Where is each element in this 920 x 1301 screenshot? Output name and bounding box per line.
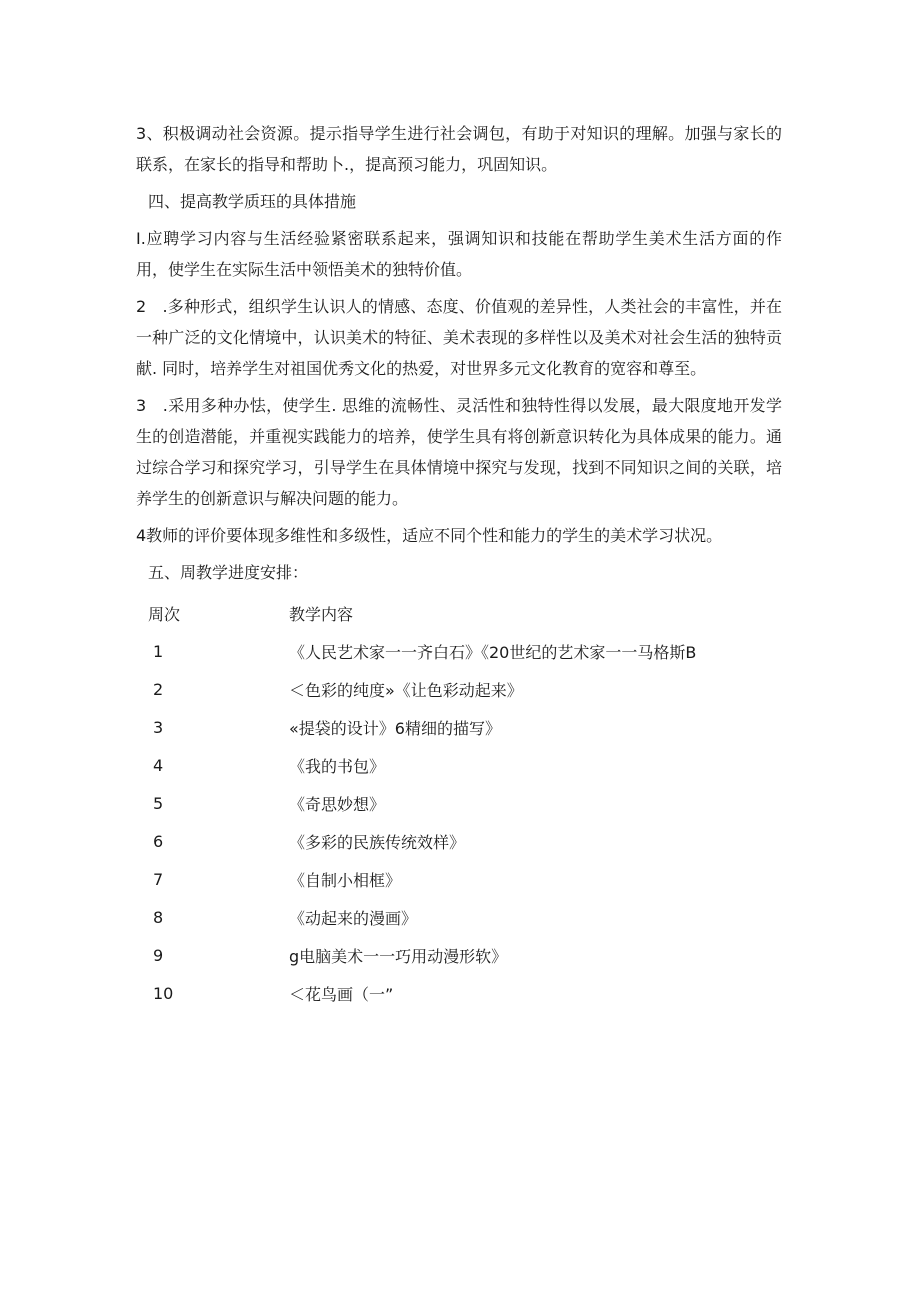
- week-topic: 《我的书包》: [289, 756, 386, 776]
- week-number: 7: [153, 869, 164, 889]
- paragraph-measure-3: 3 .采用多种办怯，使学生. 思维的流畅性、灵活性和独特性得以发展，最大限度地开发学生的创造潜能，并重视实践能力的培养，使学生具有将创新意识转化为具体成果的能力。通过综合学习和探究学习，引导学生在具体情境中探究与发现，找到不同知识之间的关联，培养学生的创新意识与解决问题的能力。: [136, 396, 782, 508]
- week-topic: 《动起来的漫画》: [289, 908, 418, 928]
- week-topic: 《多彩的民族传统效样》: [289, 832, 466, 852]
- week-topic: g电脑美术一一巧用动漫形软》: [289, 946, 508, 966]
- week-number: 6: [153, 831, 164, 851]
- week-number: 10: [153, 983, 174, 1003]
- week-topic: 《人民艺术家一一齐白石》《20世纪的艺术家一一马格斯B: [289, 642, 697, 662]
- table-row: [148, 670, 782, 708]
- table-row: [148, 936, 782, 974]
- schedule-table: [136, 594, 782, 1012]
- week-number: 5: [153, 793, 164, 813]
- document-body: [136, 118, 782, 1012]
- column-header-content: 教学内容: [289, 604, 354, 624]
- week-topic: 《奇思妙想》: [289, 794, 386, 814]
- paragraph-resources: 3、积极调动社会资源。提示指导学生进行社会调包，有助于对知识的理解。加强与家长的联系，在家长的指导和帮助卜.，提高预习能力，巩固知识。: [136, 124, 782, 174]
- week-number: 3: [153, 717, 164, 737]
- section-heading-schedule: 五、周教学进度安排：: [148, 563, 309, 582]
- table-row: [148, 784, 782, 822]
- week-number: 2: [153, 679, 164, 699]
- table-row: [148, 708, 782, 746]
- week-number: 4: [153, 755, 164, 775]
- week-topic: ＜色彩的纯度»《让色彩动起来》: [289, 680, 523, 700]
- week-topic: ＜花鸟画（一”: [289, 984, 394, 1004]
- week-topic: 《自制小相框》: [289, 870, 402, 890]
- column-header-week: 周次: [148, 604, 181, 624]
- table-row: [148, 898, 782, 936]
- week-number: 9: [153, 945, 164, 965]
- paragraph-measure-1: I.应聘学习内容与生活经验紧密联系起来，强调知识和技能在帮助学生美术生活方面的作用，使学生在实际生活中领悟美术的独特价值。: [136, 229, 782, 279]
- paragraph-measure-2: 2 .多种形式，组织学生认识人的情感、态度、价值观的差异性，人类社会的丰富性，并在一种广泛的文化情境中，认识美术的特征、美术表现的多样性以及美术对社会生活的独特贡献. 同时，培养学生对祖国优秀文化的热爱，对世界多元文化教育的宽容和尊至。: [136, 297, 782, 378]
- table-row: [148, 974, 782, 1012]
- table-row: [148, 860, 782, 898]
- week-number: 1: [153, 641, 164, 661]
- table-row: [148, 746, 782, 784]
- week-topic: «提袋的设计》6精细的描写》: [289, 718, 501, 738]
- section-heading-measures: 四、提高教学质珏的具体措施: [148, 192, 357, 211]
- schedule-header-row: [148, 594, 782, 632]
- table-row: [148, 632, 782, 670]
- table-row: [148, 822, 782, 860]
- week-number: 8: [153, 907, 164, 927]
- paragraph-measure-4: 4教师的评价要体现多维性和多级性，适应不同个性和能力的学生的美术学习状况。: [136, 526, 723, 545]
